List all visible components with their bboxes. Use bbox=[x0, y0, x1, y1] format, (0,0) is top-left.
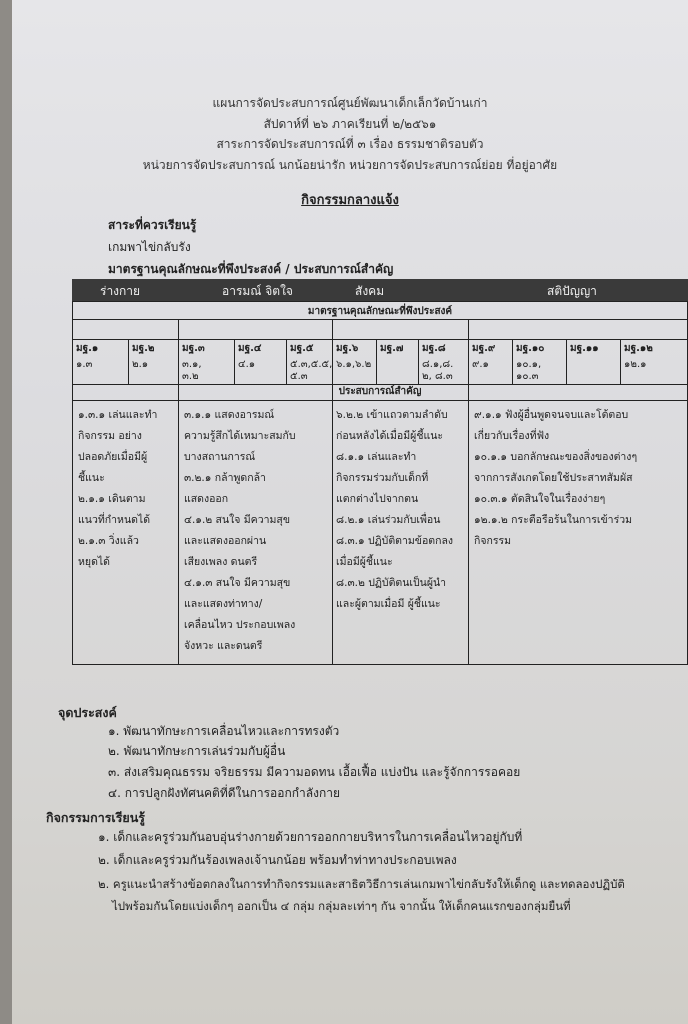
standard-code: มฐ.๙ bbox=[472, 343, 496, 354]
standard-code: มฐ.๕ bbox=[290, 343, 314, 354]
indicator-value: ๔.๑ bbox=[238, 359, 256, 370]
standard-code: มฐ.๖ bbox=[336, 343, 359, 354]
standard-code: มฐ.๑๑ bbox=[570, 343, 599, 354]
experience-emotional: ๓.๑.๑ แสดงอารมณ์ ความรู้สึกได้เหมาะสมกับ บางสถานการณ์ ๓.๒.๑ กล้าพูดกล้า แสดงออก ๔.๑.๒ สนใจ มีความสุข และแสดงออกผ่าน เสียงเพลง ดนตรี ๔.๑.๓ สนใจ มีความสุข และแสดงท่าทาง/ เคลื่อนไหว ประกอบเพลง จังหวะ และดนตรี bbox=[184, 409, 296, 652]
experience-social: ๖.๒.๒ เข้าแถวตามลำดับ ก่อนหลังได้เมื่อมีผู้ชี้แนะ ๘.๑.๑ เล่นและทำ กิจกรรมร่วมกับเด็กที่ แตกต่างไปจากตน ๘.๒.๑ เล่นร่วมกับเพื่อน ๘.๓.๑ ปฏิบัติตามข้อตกลง เมื่อมีผู้ชี้แนะ ๘.๓.๒ ปฏิบัติตนเป็นผู้นำ และผู้ตามเมื่อมี ผู้ชี้แนะ bbox=[336, 409, 454, 610]
objective-item: ๓. ส่งเสริมคุณธรรม จริยธรรม มีความอดทน เอื้อเฟื้อ แบ่งปัน และรู้จักการรอคอย bbox=[108, 765, 521, 779]
standard-code: มฐ.๘ bbox=[422, 343, 446, 354]
indicator-value: ๙.๑ bbox=[472, 359, 489, 370]
experience-physical: ๑.๓.๑ เล่นและทำ กิจกรรม อย่าง ปลอดภัยเมื่อมีผู้ ชี้แนะ ๒.๑.๑ เดินตาม แนวที่กำหนดได้ ๒.๑.๓ วิ่งแล้ว หยุดได้ bbox=[78, 409, 158, 568]
standard-code: มฐ.๒ bbox=[132, 343, 155, 354]
objective-item: ๔. การปลูกฝังทัศนคติที่ดีในการออกกำลังกาย bbox=[108, 786, 340, 800]
standards-label: มาตรฐานคุณลักษณะที่พึงประสงค์ / ประสบการณ์สำคัญ bbox=[108, 262, 394, 276]
standard-code: มฐ.๓ bbox=[182, 343, 205, 354]
header-school: แผนการจัดประสบการณ์ศูนย์พัฒนาเด็กเล็กวัดบ้านเก่า bbox=[212, 96, 488, 110]
standards-header: มาตรฐานคุณลักษณะที่พึงประสงค์ bbox=[307, 306, 453, 317]
activity-title: กิจกรรมกลางแจ้ง bbox=[301, 193, 399, 208]
indicator-value: ๖.๑,๖.๒ bbox=[336, 359, 372, 370]
header-unit: หน่วยการจัดประสบการณ์ นกน้อยน่ารัก หน่วยการจัดประสบการณ์ย่อย ที่อยู่อาศัย bbox=[142, 158, 558, 172]
activity-item: ๒. ครูแนะนำสร้างข้อตกลงในการทำกิจกรรมและสาธิตวิธีการเล่นเกมพาไข่กลับรังให้เด็กดู และทดลองปฏิบัติ bbox=[98, 877, 625, 891]
objectives-label: จุดประสงค์ bbox=[58, 705, 117, 720]
domain-intellectual: สติปัญญา bbox=[547, 284, 597, 298]
indicator-value: ๑.๓ bbox=[76, 359, 93, 370]
standard-code: มฐ.๔ bbox=[238, 343, 262, 354]
indicator-value: ๑๐.๑, ๑๐.๓ bbox=[516, 359, 542, 382]
indicator-value: ๓.๑, ๓.๒ bbox=[182, 359, 202, 382]
indicator-value: ๑๒.๑ bbox=[624, 359, 647, 370]
content-value: เกมพาไข่กลับรัง bbox=[108, 240, 191, 254]
header-subject: สาระการจัดประสบการณ์ที่ ๓ เรื่อง ธรรมชาติรอบตัว bbox=[216, 137, 484, 151]
standards-table bbox=[72, 279, 688, 665]
standard-code: มฐ.๑๐ bbox=[516, 343, 545, 354]
indicator-value: ๕.๓,๕.๕, ๕.๓ bbox=[290, 359, 333, 382]
indicator-value: ๘.๑,๘. ๒, ๘.๓ bbox=[422, 359, 454, 382]
indicator-value: ๒.๑ bbox=[132, 359, 149, 370]
standard-code: มฐ.๗ bbox=[380, 343, 404, 354]
content-label: สาระที่ควรเรียนรู้ bbox=[108, 218, 197, 232]
header-week: สัปดาห์ที่ ๒๖ ภาคเรียนที่ ๒/๒๕๖๑ bbox=[263, 117, 437, 131]
domain-emotional: อารมณ์ จิตใจ bbox=[222, 284, 293, 298]
experience-intellectual: ๙.๑.๑ ฟังผู้อื่นพูดจนจบและโต้ตอบ เกี่ยวกับเรื่องที่ฟัง ๑๐.๑.๑ บอกลักษณะของสิ่งของต่างๆ จากการสังเกตโดยใช้ประสาทสัมผัส ๑๐.๓.๑ ตัดสินใจในเรื่องง่ายๆ ๑๒.๑.๒ กระตือรือร้นในการเข้าร่วม กิจกรรม bbox=[474, 409, 638, 547]
standard-code: มฐ.๑๒ bbox=[624, 343, 653, 354]
activity-item: ๒. เด็กและครูร่วมกันร้องเพลงเจ้านกน้อย พร้อมทำท่าทางประกอบเพลง bbox=[98, 853, 457, 867]
domain-social: สังคม bbox=[355, 284, 385, 298]
document-page bbox=[12, 0, 688, 1024]
activity-item-continued: ไปพร้อมกันโดยแบ่งเด็กๆ ออกเป็น ๔ กลุ่ม กลุ่มละเท่าๆ กัน จากนั้น ให้เด็กคนแรกของกลุ่มยืนที่ bbox=[112, 899, 571, 913]
domain-physical: ร่างกาย bbox=[100, 284, 141, 298]
objective-item: ๑. พัฒนาทักษะการเคลื่อนไหวและการทรงตัว bbox=[108, 724, 340, 738]
experience-header: ประสบการณ์สำคัญ bbox=[338, 386, 422, 397]
activity-item: ๑. เด็กและครูร่วมกันอบอุ่นร่างกายด้วยการออกกายบริหารในการเคลื่อนไหวอยู่กับที่ bbox=[98, 830, 523, 844]
activities-label: กิจกรรมการเรียนรู้ bbox=[46, 810, 145, 825]
standard-code: มฐ.๑ bbox=[76, 343, 99, 354]
objective-item: ๒. พัฒนาทักษะการเล่นร่วมกับผู้อื่น bbox=[108, 744, 286, 758]
domain-header-row bbox=[72, 279, 688, 301]
